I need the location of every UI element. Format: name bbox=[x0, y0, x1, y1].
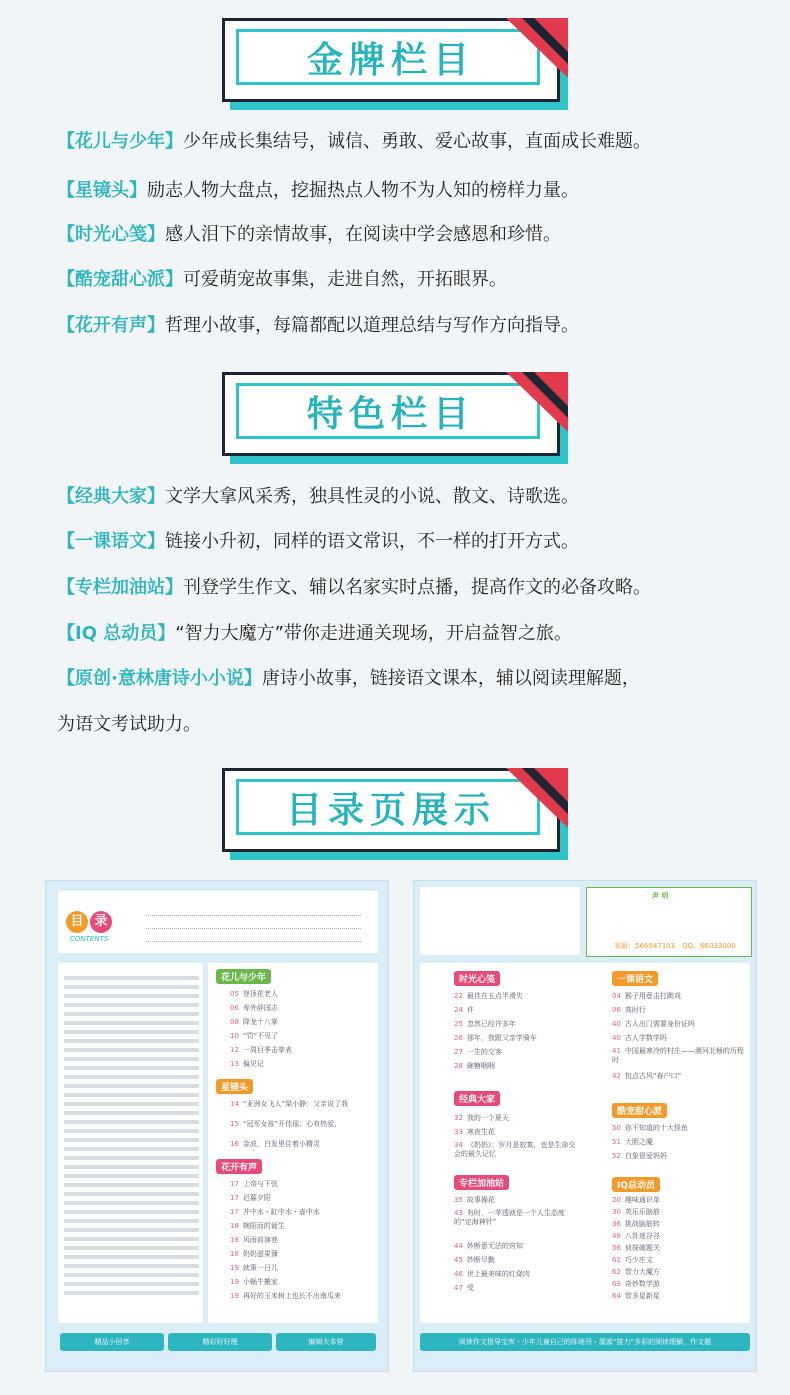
section-tag: 时光心笺 bbox=[454, 971, 500, 986]
toc-entry: 17 井中水・缸中水・壶中水 bbox=[230, 1208, 320, 1216]
section-tag: 经典大家 bbox=[454, 1091, 500, 1106]
bottom-label: 精品小回享 bbox=[60, 1333, 164, 1351]
toc-entry: 28 碗糖咽咽 bbox=[454, 1062, 495, 1070]
toc-entry: 42 包点古风“春户口” bbox=[612, 1072, 682, 1080]
toc-entry: 17 上帝与下弦 bbox=[230, 1180, 278, 1188]
section-tag: 一课语文 bbox=[612, 971, 658, 986]
toc-entry: 33 寒夜生花 bbox=[454, 1128, 495, 1136]
bottom-label: 编辑大本营 bbox=[276, 1333, 376, 1351]
section-tag: 花儿与少年 bbox=[216, 969, 271, 984]
toc-page-right bbox=[413, 880, 757, 1372]
toc-entry: 17 迟暮夕阳 bbox=[230, 1194, 271, 1202]
featured-column-5: 【原创·意林唐诗小小说】唐诗小故事，链接语文课本，辅以阅读理解题， bbox=[57, 668, 640, 689]
featured-column-3: 【专栏加油站】刊登学生作文、辅以名家实时点播，提高作文的必备攻略。 bbox=[57, 577, 651, 598]
toc-entry: 56 侦探破题关 bbox=[612, 1244, 660, 1252]
toc-entry: 52 白象很爱妈妈 bbox=[612, 1152, 667, 1160]
toc-entry: 18 风雨前演巷 bbox=[230, 1236, 278, 1244]
gold-column-4: 【酷宠甜心派】可爱萌宠故事集，走进自然，开拓眼界。 bbox=[57, 269, 507, 290]
notice-title: 声 明 bbox=[652, 892, 669, 900]
toc-entry: 44 妙断意无法的窍知 bbox=[454, 1242, 523, 1250]
info-box bbox=[420, 887, 580, 955]
section-tag: 星镜头 bbox=[216, 1079, 253, 1094]
banner-toc-showcase bbox=[222, 768, 568, 860]
toc-entry: 61 巧少庄文 bbox=[612, 1256, 653, 1264]
gold-column-2: 【星镜头】励志人物大盘点，挖掘热点人物不为人知的榜样力量。 bbox=[57, 180, 579, 201]
section-tag: IQ总动员 bbox=[612, 1177, 660, 1192]
toc-entry: 25 忽然已经许多年 bbox=[454, 1020, 516, 1028]
bottom-label: 精彩好好理 bbox=[168, 1333, 272, 1351]
toc-entry: 24 许 bbox=[454, 1006, 474, 1014]
toc-entry: 04 猴子用意击打跳戏 bbox=[612, 992, 681, 1000]
toc-entry: 06 高时行 bbox=[612, 1006, 646, 1014]
section-tag: 花开有声 bbox=[216, 1159, 262, 1174]
toc-entry: 27 一生的交客 bbox=[454, 1048, 502, 1056]
toc-entry: 18 奶奶滋果簿 bbox=[230, 1250, 278, 1258]
toc-entry: 19 就策一日儿 bbox=[230, 1264, 278, 1272]
toc-entry: 18 婉阳而的诞生 bbox=[230, 1222, 285, 1230]
toc-entry: 22 最佳在五点半滑失 bbox=[454, 992, 523, 1000]
toc-entry: 12 一周目季击拳表 bbox=[230, 1046, 292, 1054]
toc-entry: 14 “亚洲女飞人”梁小静：父亲说了我 bbox=[230, 1100, 349, 1108]
banner-title: 目录页展示 bbox=[285, 790, 496, 831]
banner-title: 金牌栏目 bbox=[306, 40, 475, 81]
banner-gold-columns bbox=[222, 18, 568, 110]
toc-entry: 63 奇妙数学游 bbox=[612, 1280, 660, 1288]
banner-featured-columns bbox=[222, 372, 568, 464]
toc-entry: 20 趣味通识单 bbox=[612, 1196, 660, 1204]
toc-entry: 47 受 bbox=[454, 1284, 474, 1292]
gold-column-5: 【花开有声】哲理小故事，每篇都配以道理总结与写作方向指导。 bbox=[57, 315, 579, 336]
gold-column-1: 【花儿与少年】少年成长集结号，诚信、勇敢、爱心故事，直面成长难题。 bbox=[57, 131, 651, 152]
toc-entry: 15 “冠军女孩”开佳瑶：心有热爱， bbox=[230, 1120, 342, 1128]
masthead-lines bbox=[64, 971, 199, 1300]
toc-entry: 19 小蜗牛搬家 bbox=[230, 1278, 278, 1286]
toc-page-left bbox=[45, 880, 389, 1372]
toc-entry: 35 故事操花 bbox=[454, 1196, 495, 1204]
toc-entry: 46 世上最美味的红烧肉 bbox=[454, 1270, 530, 1278]
toc-entry: 48 八卦迷谷谷 bbox=[612, 1232, 660, 1240]
section-tag: 专栏加油站 bbox=[454, 1175, 509, 1190]
toc-entry: 41 中国最寒冷的村庄——漠河北極的历程时 bbox=[612, 1047, 744, 1064]
phone-label: 客服：566047103 QQ：66033000 bbox=[614, 942, 736, 950]
featured-column-2: 【一课语文】链接小升初，同样的语文常识，不一样的打开方式。 bbox=[57, 531, 579, 552]
toc-entry: 64 智多星新星 bbox=[612, 1292, 660, 1300]
toc-entry: 62 智力大魔方 bbox=[612, 1268, 660, 1276]
toc-entry: 05 登顶花老人 bbox=[230, 990, 278, 998]
toc-entry: 40 古人出门需要身份证吗 bbox=[612, 1020, 695, 1028]
toc-entry: 34 《奶奶》：岁月是寂寞，也是生命交会的最久记忆 bbox=[454, 1141, 576, 1158]
toc-entry: 08 降龙十八掌 bbox=[230, 1018, 278, 1026]
toc-entry: 30 英乐乐脑筋 bbox=[612, 1208, 660, 1216]
toc-entry: 19 再好的玉米树上也长不出南瓜来 bbox=[230, 1292, 341, 1300]
toc-entry: 26 那年，我跟父亲学骑车 bbox=[454, 1034, 537, 1042]
toc-entry: 50 你不知道的十大怪鱼 bbox=[612, 1124, 688, 1132]
toc-entry: 40 古人学数学吗 bbox=[612, 1034, 667, 1042]
toc-entry: 36 挑战脑筋转 bbox=[612, 1220, 660, 1228]
section-tag: 酷宠甜心派 bbox=[612, 1103, 667, 1118]
toc-entry: 16 金波，白发里住着小精灵 bbox=[230, 1140, 320, 1148]
featured-column-4: 【IQ 总动员】“智力大魔方”带你走进通关现场，开启益智之旅。 bbox=[57, 623, 572, 644]
calligraphy-quote bbox=[146, 903, 361, 943]
featured-column-1: 【经典大家】文学大拿风采秀，独具性灵的小说、散文、诗歌选。 bbox=[57, 486, 579, 507]
toc-entry: 51 大胆之魔 bbox=[612, 1138, 653, 1146]
contents-logo: 目 录 CONTENTS bbox=[66, 905, 126, 945]
featured-column-continuation: 为语文考试助力。 bbox=[57, 714, 201, 735]
toc-entry: 13 偏见记 bbox=[230, 1060, 264, 1068]
toc-entry: 32 我的一个夏天 bbox=[454, 1114, 509, 1122]
gold-column-3: 【时光心笺】感人泪下的亲情故事，在阅读中学会感恩和珍惜。 bbox=[57, 224, 561, 245]
toc-entry: 43 有时，一苹透就是一个人生态度的“定海神针” bbox=[454, 1209, 565, 1226]
footer-bar: 阅读作文指导宝库・少年儿童自己的阵地刊・源源“接力”多彩的阅读理解，作文题 bbox=[420, 1333, 750, 1351]
toc-entry: 06 寿外辞国志 bbox=[230, 1004, 278, 1012]
toc-entry: 10 “罚”不见了 bbox=[230, 1032, 279, 1040]
banner-title: 特色栏目 bbox=[306, 394, 475, 435]
toc-entry: 45 妙断尽勤 bbox=[454, 1256, 495, 1264]
